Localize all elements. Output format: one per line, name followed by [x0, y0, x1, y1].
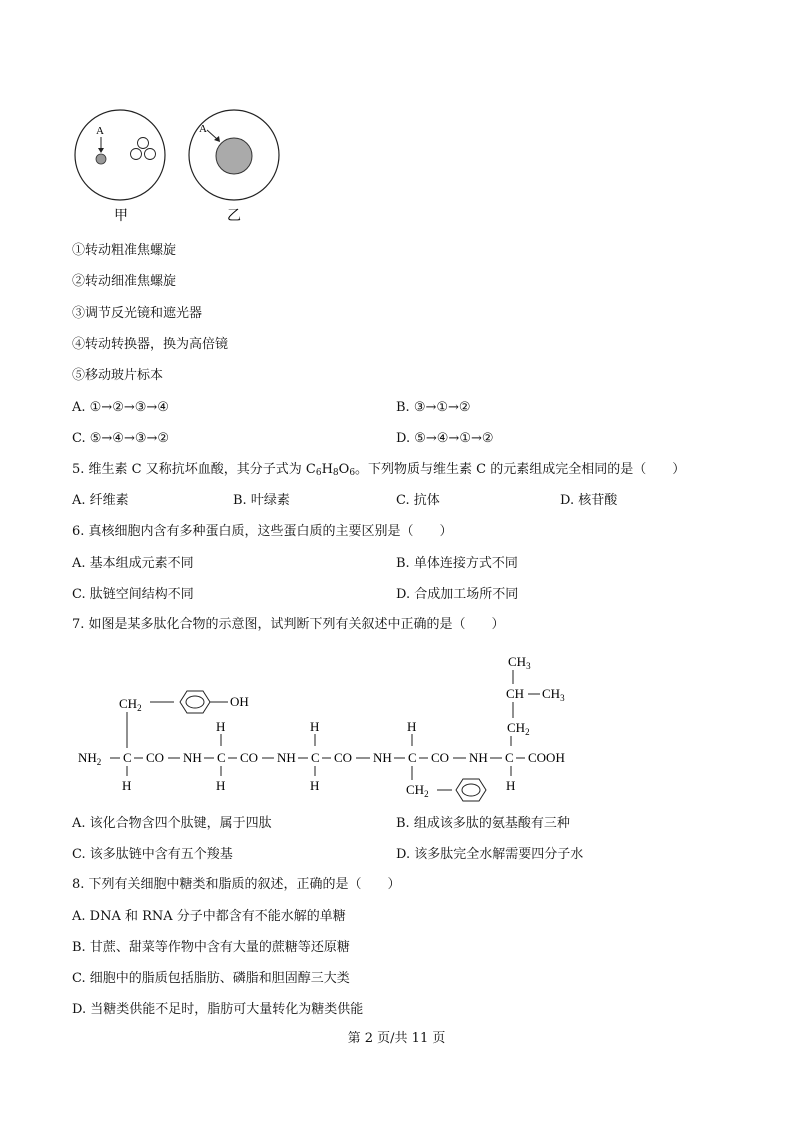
svg-text:CO: CO [431, 750, 450, 765]
svg-text:H: H [506, 778, 516, 793]
q8-option-b: B. 甘蔗、甜菜等作物中含有大量的蔗糖等还原糖 [72, 940, 350, 955]
svg-text:NH: NH [469, 750, 488, 765]
q8-stem: 8. 下列有关细胞中糖类和脂质的叙述，正确的是（ ） [72, 877, 401, 892]
q7-option-c: C. 该多肽链中含有五个羧基 [72, 847, 233, 862]
svg-text:H: H [122, 778, 132, 793]
q5-stem [72, 462, 685, 481]
q4-option-a: A. ①→②→③→④ [72, 400, 169, 415]
svg-text:NH2: $NH_2$ [78, 750, 102, 767]
step-4: ④转动转换器，换为高倍镜 [72, 337, 229, 352]
peptide-structure [0, 640, 793, 820]
q6-option-a: A. 基本组成元素不同 [72, 556, 194, 571]
svg-text:C: C [505, 750, 514, 765]
q8-option-c: C. 细胞中的脂质包括脂肪、磷脂和胆固醇三大类 [72, 971, 350, 986]
svg-text:NH: NH [277, 750, 296, 765]
svg-text:C: C [408, 750, 417, 765]
svg-text:H: H [216, 719, 226, 734]
svg-text:OH: OH [230, 694, 249, 709]
svg-text:C: C [123, 750, 132, 765]
q5-sub-c: 6 [315, 468, 322, 478]
q6-option-b: B. 单体连接方式不同 [396, 556, 518, 571]
svg-text:CH2: $CH_2$ [119, 696, 142, 713]
q5-o: O [338, 462, 350, 477]
q5-sub-o: 6 [349, 468, 356, 478]
q6-stem: 6. 真核细胞内含有多种蛋白质，这些蛋白质的主要区别是（ ） [72, 524, 453, 539]
svg-text:C: C [217, 750, 226, 765]
svg-text:CO: CO [334, 750, 353, 765]
svg-text:CO: CO [146, 750, 165, 765]
step-5: ⑤移动玻片标本 [72, 368, 164, 383]
step-1: ①转动粗准焦螺旋 [72, 243, 177, 258]
page-footer: 第 2 页/共 11 页 [347, 1031, 446, 1046]
svg-text:H: H [310, 778, 320, 793]
q7-stem: 7. 如图是某多肽化合物的示意图，试判断下列有关叙述中正确的是（ ） [72, 617, 505, 632]
q8-option-a: A. DNA 和 RNA 分子中都含有不能水解的单糖 [72, 909, 346, 924]
q5-stem-post: 。下列物质与维生素 C 的元素组成完全相同的是（ ） [355, 462, 686, 477]
q8-option-d: D. 当糖类供能不足时，脂肪可大量转化为糖类供能 [72, 1002, 364, 1017]
q5-option-c: C. 抗体 [396, 493, 440, 508]
field-jia [75, 110, 165, 200]
svg-text:H: H [310, 719, 320, 734]
field-yi [189, 110, 279, 200]
svg-text:CH2: $CH_2$ [507, 720, 530, 737]
label-yi: 乙 [227, 209, 241, 224]
svg-text:CH3: $CH_3$ [508, 654, 531, 671]
q6-option-d: D. 合成加工场所不同 [396, 587, 519, 602]
svg-text:CO: CO [240, 750, 259, 765]
svg-text:CH: CH [506, 686, 525, 701]
svg-text:C: C [311, 750, 320, 765]
svg-text:NH: NH [373, 750, 392, 765]
label-jia: 甲 [114, 209, 128, 224]
q4-option-d: D. ⑤→④→①→② [396, 431, 494, 446]
q5-option-d: D. 核苷酸 [560, 493, 618, 508]
q5-stem-pre: 5. 维生素 C 又称抗坏血酸，其分子式为 C [72, 462, 316, 477]
svg-text:CH3: $CH_3$ [542, 686, 565, 703]
q4-option-c: C. ⑤→④→③→② [72, 431, 170, 446]
q7-option-a: A. 该化合物含四个肽键，属于四肽 [72, 816, 272, 831]
q7-option-d: D. 该多肽完全水解需要四分子水 [396, 847, 584, 862]
step-3: ③调节反光镜和遮光器 [72, 306, 203, 321]
svg-text:H: H [216, 778, 226, 793]
svg-text:CH2: $CH_2$ [406, 782, 429, 799]
q5-sub-h: 8 [332, 468, 339, 478]
q5-option-a: A. 纤维素 [72, 493, 129, 508]
step-2: ②转动细准焦螺旋 [72, 274, 177, 289]
q4-option-b: B. ③→①→② [396, 400, 471, 415]
q5-h: H [321, 462, 333, 477]
marker-a-jia: A [96, 125, 104, 137]
q7-option-b: B. 组成该多肽的氨基酸有三种 [396, 816, 570, 831]
microscope-field-figure [0, 0, 793, 230]
q6-option-c: C. 肽链空间结构不同 [72, 587, 194, 602]
q5-option-b: B. 叶绿素 [233, 493, 290, 508]
marker-a-yi: A [199, 123, 207, 135]
svg-text:COOH: COOH [528, 750, 565, 765]
svg-text:NH: NH [183, 750, 202, 765]
svg-text:H: H [407, 719, 417, 734]
